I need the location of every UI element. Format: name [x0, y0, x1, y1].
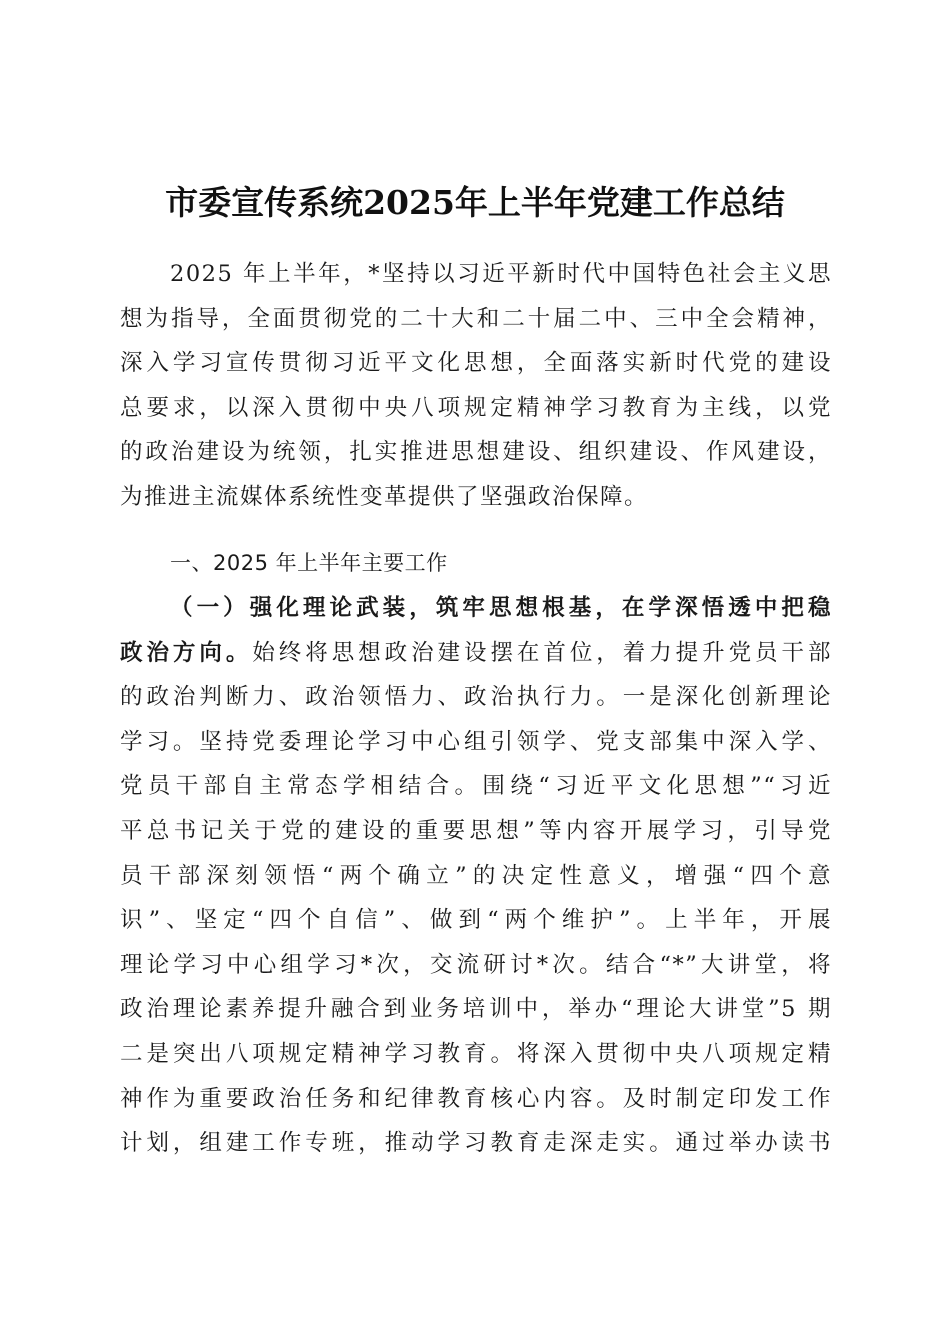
subsection-paragraph [120, 586, 832, 1166]
paragraph-line: 计划，组建工作专班，推动学习教育走深走实。通过举办读书 [120, 1130, 832, 1157]
paragraph-line: 政治理论素养提升融合到业务培训中，举办“理论大讲堂”5 期 [120, 996, 832, 1023]
paragraph-line: 2025 年上半年，*坚持以习近平新时代中国特色社会主义思 [170, 261, 832, 287]
paragraph-line: 神作为重要政治任务和纪律教育核心内容。及时制定印发工作 [120, 1085, 832, 1112]
paragraph-line: 总要求，以深入贯彻中央八项规定精神学习教育为主线，以党 [120, 394, 832, 421]
paragraph-line: 党员干部自主常态学相结合。围绕“习近平文化思想”“习近 [120, 773, 832, 800]
paragraph-line: 为推进主流媒体系统性变革提供了坚强政治保障。 [120, 483, 649, 510]
paragraph-line: 的政治建设为统领，扎实推进思想建设、组织建设、作风建设， [120, 439, 832, 466]
intro-paragraph [120, 252, 832, 520]
paragraph-line: 二是突出八项规定精神学习教育。将深入贯彻中央八项规定精 [120, 1040, 832, 1067]
paragraph-line: 深入学习宣传贯彻习近平文化思想，全面落实新时代党的建设 [120, 350, 832, 377]
paragraph-line: 识”、坚定“四个自信”、做到“两个维护”。上半年，开展 [120, 907, 832, 934]
paragraph-line: 想为指导，全面贯彻党的二十大和二十届二中、三中全会精神， [120, 305, 832, 332]
paragraph-line: 理论学习中心组学习*次，交流研讨*次。结合“*”大讲堂，将 [120, 951, 832, 978]
document-title: 市委宣传系统2025年上半年党建工作总结 [165, 183, 785, 222]
paragraph-line: 的政治判断力、政治领悟力、政治执行力。一是深化创新理论 [120, 684, 832, 711]
section-heading [120, 541, 832, 586]
paragraph-line-rest: 始终将思想政治建设摆在首位，着力提升党员干部 [252, 639, 832, 666]
subsection-heading-line: （一）强化理论武装，筑牢思想根基，在学深悟透中把稳 [170, 595, 832, 621]
section-heading-text: 一、2025 年上半年主要工作 [170, 551, 448, 575]
subsection-heading-tail: 政治方向。 [120, 639, 253, 666]
paragraph-line: 员干部深刻领悟“两个确立”的决定性意义，增强“四个意 [120, 862, 832, 889]
paragraph-line [120, 631, 832, 676]
paragraph-line: 学习。坚持党委理论学习中心组引领学、党支部集中深入学、 [120, 728, 832, 755]
paragraph-line: 平总书记关于党的建设的重要思想”等内容开展学习，引导党 [120, 817, 832, 844]
